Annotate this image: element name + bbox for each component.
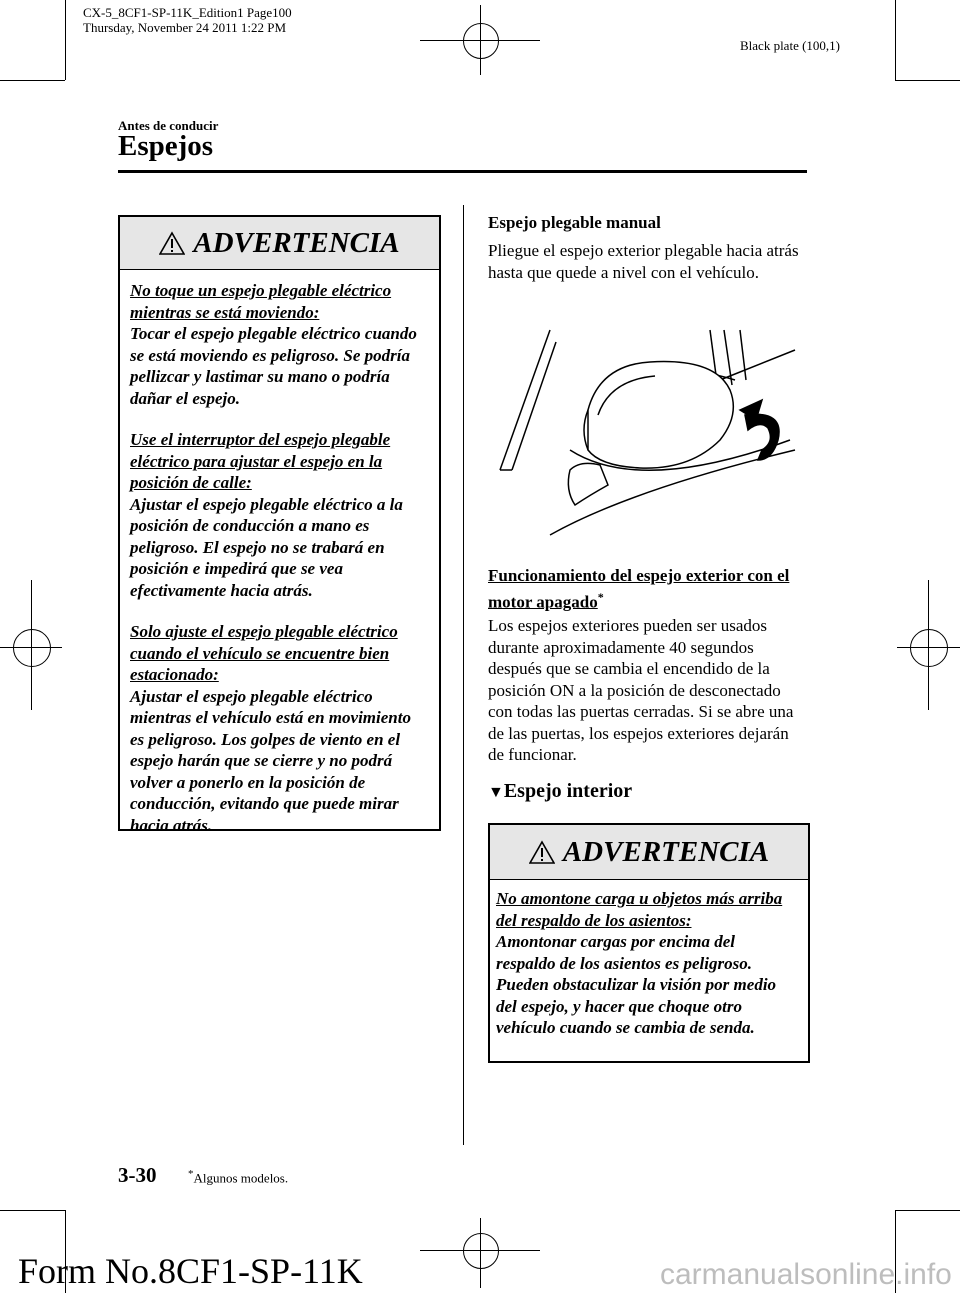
- form-number: Form No.8CF1-SP-11K: [18, 1251, 363, 1291]
- model-star: *: [188, 1168, 194, 1180]
- crop-mark: [895, 1210, 960, 1211]
- warning-header: [490, 825, 808, 880]
- model-star: *: [597, 589, 604, 604]
- page-title: Espejos: [118, 130, 214, 162]
- interior-heading: ▼Espejo interior: [488, 780, 633, 802]
- mirror-base: [568, 463, 608, 505]
- warning-triangle-icon: [159, 231, 185, 255]
- registration-mark: [463, 1233, 499, 1269]
- warning-triangle-icon: [529, 840, 555, 864]
- warning-header: [120, 217, 439, 270]
- section-label: Antes de conducir: [118, 118, 219, 133]
- manual-fold-text: Pliegue el espejo exterior plegable hacia atrás hasta que quede a nivel con el vehículo.: [488, 241, 799, 282]
- column-divider: [463, 205, 464, 1145]
- print-job-line: CX-5_8CF1-SP-11K_Edition1 Page100: [83, 5, 292, 20]
- engine-off-text: Los espejos exteriores pueden ser usados durante aproximadamente 40 segundos después que se cambia el encendido de la posición ON a la posición de desconectado con todas las puertas cerradas. Si se abre una de las puertas, los espejos exteriores dejarán de funcionar.: [488, 616, 794, 764]
- warning-heading: Use el interruptor del espejo plegable eléctrico para ajustar el espejo en la posición de calle:: [130, 430, 391, 492]
- registration-mark: [910, 629, 948, 667]
- mirror-housing: [588, 362, 733, 469]
- warning-text: Ajustar el espejo plegable eléctrico mientras el vehículo está en movimiento es peligroso. Los golpes de viento en el espejo harán que se cierre y no podrá volver a ponerlo en la posición de conducción, evitando que puede mirar hacia atrás.: [130, 686, 411, 835]
- crop-mark: [0, 80, 65, 81]
- section-marker: ▼: [488, 784, 504, 801]
- footnote: *Algunos modelos.: [188, 1168, 289, 1186]
- watermark: carmanualsonline.info: [660, 1258, 952, 1291]
- plate-label: Black plate (100,1): [740, 38, 840, 53]
- window-frame-line: [512, 342, 556, 470]
- print-date-line: Thursday, November 24 2011 1:22 PM: [83, 20, 287, 35]
- window-frame-line: [500, 330, 550, 470]
- crop-mark: [895, 80, 960, 81]
- page-number: 3-30: [118, 1163, 157, 1187]
- warning-body: [120, 270, 439, 836]
- warning-heading: No toque un espejo plegable eléctrico mientras se está moviendo:: [130, 281, 392, 322]
- warning-heading: Solo ajuste el espejo plegable eléctrico cuando el vehículo se encuentre bien estacionado:: [130, 622, 398, 684]
- title-rule: [118, 170, 807, 173]
- warning-box: [118, 215, 441, 835]
- warning-heading: No amontone carga u objetos más arriba del respaldo de los asientos:: [496, 889, 783, 930]
- engine-off-heading: Funcionamiento del espejo exterior con el motor apagado*: [488, 566, 790, 612]
- warning-title: ADVERTENCIA: [193, 226, 400, 259]
- registration-mark: [463, 23, 499, 59]
- warning-text: Ajustar el espejo plegable eléctrico a la posición de conducción a mano es peligroso. El espejo no se trabará en posición e impedirá que se vea efectivamente hacia atrás.: [130, 494, 403, 600]
- warning-body: [490, 880, 808, 1039]
- registration-mark: [13, 629, 51, 667]
- manual-fold-heading: Espejo plegable manual: [488, 213, 661, 232]
- mirror-fold-illustration: [490, 320, 805, 545]
- warning-text: Tocar el espejo plegable eléctrico cuando se está moviendo es peligroso. Se podría pellizcar y lastimar su mano o podría dañar el espejo.: [130, 324, 417, 408]
- warning-title: ADVERTENCIA: [562, 835, 770, 868]
- crop-mark: [0, 1210, 65, 1211]
- warning-text: Amontonar cargas por encima del respaldo de los asientos es peligroso. Pueden obstaculizar la visión por medio del espejo, y hacer que choque otro vehículo cuando se cambia de senda.: [496, 932, 777, 1037]
- crop-mark: [895, 0, 896, 80]
- crop-mark: [65, 0, 66, 80]
- warning-box: [488, 823, 810, 1063]
